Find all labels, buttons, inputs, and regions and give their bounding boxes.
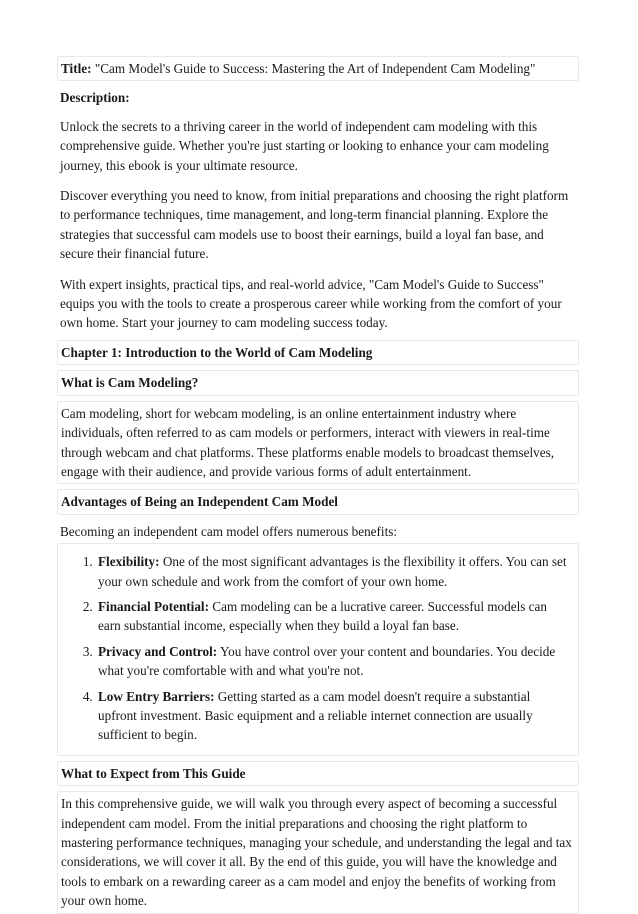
description-paragraph-2: Discover everything you need to know, from initial preparations and choosing the right platform to performance techniques, time management, and long-term financial planning. Explore the strategies that successful cam models use to boost their earnings, build a loyal fan base, and secure their financial future. — [60, 188, 569, 262]
advantages-list-box — [57, 543, 579, 756]
title-label: Title: — [61, 61, 92, 76]
list-item — [96, 687, 572, 745]
advantages-list — [58, 544, 578, 755]
list-item-term: Low Entry Barriers: — [98, 688, 215, 704]
what-is-body: Cam modeling, short for webcam modeling, is an online entertainment industry where individuals, often referred to as cam models or performers, interact with viewers in real-time through webcam and chat platforms. These platforms enable models to broadcast themselves, engage with their audience, and provide various forms of adult entertainment. — [57, 401, 579, 485]
list-item-text: You have control over your content and boundaries. You decide what you're comfortable with and what you're not. — [98, 643, 556, 679]
list-item-term: Financial Potential: — [98, 598, 209, 614]
expect-heading: What to Expect from This Guide — [57, 761, 579, 786]
list-item-text: Getting started as a cam model doesn't require a substantial upfront investment. Basic equipment and a reliable internet connection are usually sufficient to begin. — [98, 688, 533, 743]
list-item-text: Cam modeling can be a lucrative career. Successful models can earn substantial income, especially when they build a loyal fan base. — [98, 598, 547, 634]
list-item-text: One of the most significant advantages is the flexibility it offers. You can set your own schedule and work from the comfort of your own home. — [98, 554, 567, 589]
what-is-heading: What is Cam Modeling? — [57, 370, 579, 395]
list-item-term: Privacy and Control: — [98, 643, 218, 659]
list-item — [96, 597, 572, 636]
description-paragraph-1: Unlock the secrets to a thriving career in the world of independent cam modeling with this comprehensive guide. Whether you're just starting or looking to enhance your cam modeling journey, this ebook is your ultimate resource. — [60, 118, 549, 173]
list-item — [96, 642, 572, 681]
title-line — [57, 56, 579, 81]
description-paragraph-3: With expert insights, practical tips, and real-world advice, "Cam Model's Guide to Success" equips you with the tools to create a prosperous career while working from the comfort of your own home. Start your journey to cam modeling success today. — [60, 276, 562, 331]
expect-body: In this comprehensive guide, we will walk you through every aspect of becoming a successful independent cam model. From the initial preparations and choosing the right platform to mastering performance techniques, managing your schedule, and understanding the legal and tax considerations, we will cover it all. By the end of this guide, you will have the knowledge and tools to embark on a rewarding career as a cam model and enjoy the benefits of working from your own home. — [57, 791, 579, 913]
description-heading: Description: — [60, 90, 130, 106]
title-value: "Cam Model's Guide to Success: Mastering the Art of Independent Cam Modeling" — [94, 61, 536, 76]
list-item — [96, 552, 572, 591]
advantages-heading: Advantages of Being an Independent Cam Model — [57, 489, 579, 514]
list-item-term: Flexibility: — [98, 554, 160, 570]
document-page — [57, 56, 579, 914]
chapter-heading: Chapter 1: Introduction to the World of Cam Modeling — [57, 340, 579, 365]
advantages-intro: Becoming an independent cam model offers numerous benefits: — [60, 523, 398, 539]
